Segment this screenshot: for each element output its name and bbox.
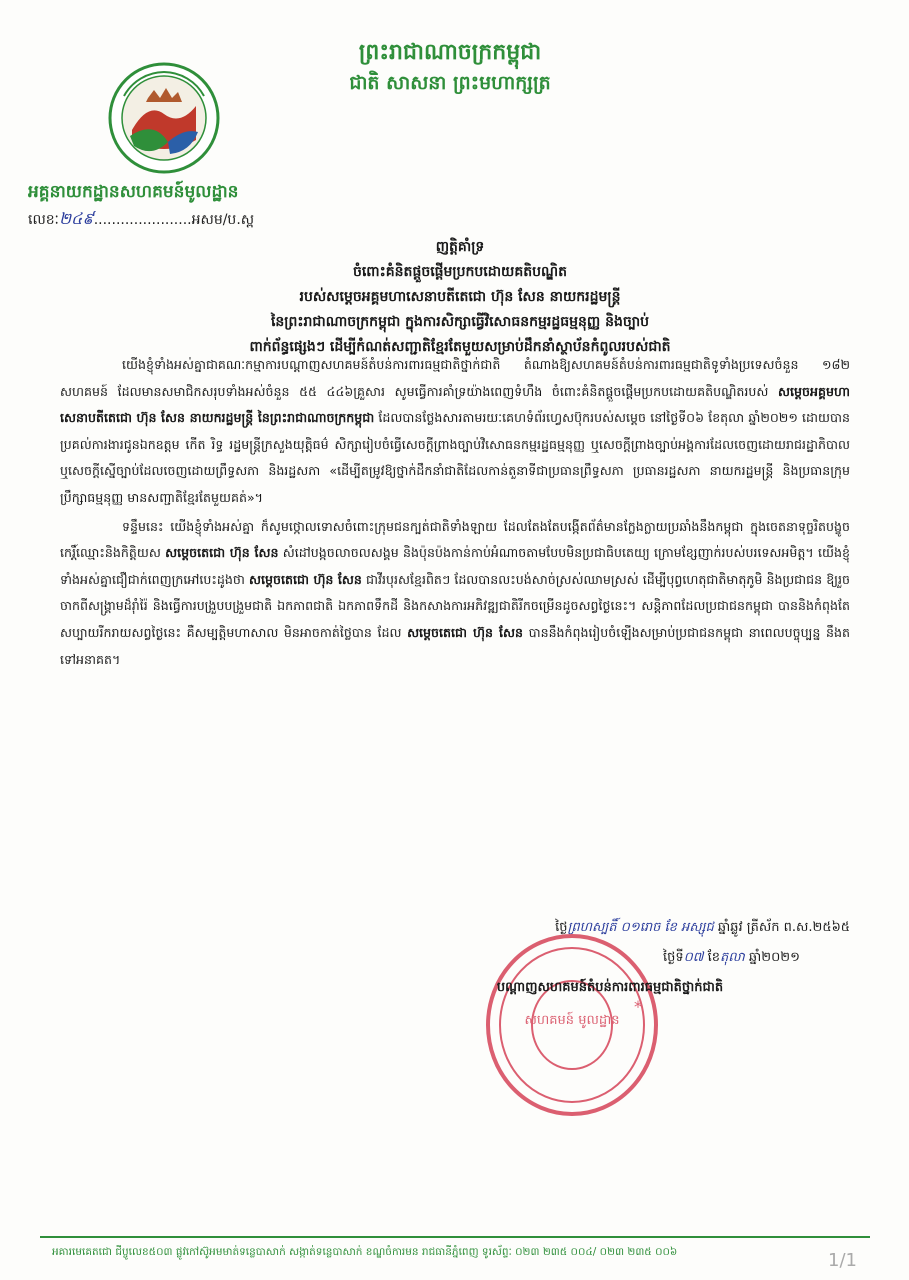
reference-number	[28, 209, 318, 230]
footer-address: អគារមេគេតជោ ជីប្ចូលេខ៥០៣ ផ្លូវកៅស៊ូអមមាត់ទន្លេបាសាក់ សង្កាត់ទន្លេបាសាក់ ខណ្ឌចំការមន រាជធានីភ្នំពេញ ទូរស័ព្ទៈ ០២៣ ២៣៥ ០០៤/ ០២៣ ២៣៥ ០០៦	[52, 1246, 678, 1258]
p2-bold-name-3: សម្តេចតេជោ ហ៊ុន សែន	[407, 624, 523, 640]
p2-text-e: ជាវីរបុរសខ្មែរពិតៗ ដែលបានលះបង់សាច់ស្រស់ឈាមស្រស់ ដើម្បីបុព្វហេតុជាតិមាតុភូមិ និងប្រជាជន ឱ្យរួចចាកពីសង្គ្រាមដ៏រ៉ាំរ៉ៃ និងធ្វើការបង្រួបបង្រួមជាតិ ឯកភាពជាតិ ឯកភាពទឹកដី និងកសាងការអភិវឌ្ឍជាតិរីកចម្រើនដូចសព្វថ្ងៃនេះ។ សន្តិភាពដែលប្រជាជនកម្ពុជា បាននិងកំពុងតែសប្បាយរីករាយសព្វថ្ងៃនេះ គឺសម្បត្តិមហាសាល មិនអាចកាត់ថ្លៃបាន ដែល	[60, 571, 850, 640]
p2-bold-name-1: សម្តេចតេជោ ហ៊ុន សែន	[165, 545, 279, 561]
solar-day: ០៧	[683, 950, 704, 965]
ref-handwritten-number: ២៤៩	[58, 209, 94, 228]
letter-title	[150, 235, 770, 360]
lunar-year: ឆ្នាំឆ្លូវ ត្រីស័ក ព.ស.២៥៦៥	[717, 920, 850, 935]
p2-text-c: សំដៅបង្កចលាចលសង្គម និងប៉ុនប៉ងកាន់កាប់អំណាចតាមបែបមិនប្រជាធិបតេយ្យ ក្រោមខ្សែញាក់របស់បរទេសអមិត្ត។ យើងខ្ញុំទាំងអស់គ្នាជឿជាក់ពេញក្រអៅបេះដូងថា	[60, 545, 850, 587]
p1-bold-name: សម្តេចអគ្គមហាសេនាបតីតេជោ ហ៊ុន សែន នាយករដ្ឋមន្ត្រី នៃព្រះរាជាណាចក្រកម្ពុជា	[60, 383, 850, 426]
title-line-1: ញត្តិគាំទ្រ	[435, 239, 485, 255]
solar-year: ឆ្នាំ២០២១	[748, 950, 800, 965]
p2-bold-name-2: សម្តេចតេជោ ហ៊ុន សែន	[249, 571, 362, 587]
p1-text-a: យើងខ្ញុំទាំងអស់គ្នាជាគណៈកម្មាការបណ្តាញសហគមន៍តំបន់ការពារធម្មជាតិថ្នាក់ជាតិ តំណាងឱ្យសហគមន៍តំបន់ការពារធម្មជាតិទូទាំងប្រទេសចំនួន ១៨២ សហគមន៍ ដែលមានសមាជិកសរុបទាំងអស់ចំនួន ៥៥ ៤៤៦គ្រួសារ សូមធ្វើការគាំទ្រយ៉ាងពេញទំហឹង ចំពោះគំនិតផ្តួចផ្តើមប្រកបដោយគតិបណ្ឌិតរបស់	[60, 357, 850, 399]
title-line-2: ចំពោះគំនិតផ្តួចផ្តើមប្រកបដោយគតិបណ្ឌិត	[352, 264, 568, 280]
title-line-4: នៃព្រះរាជាណាចក្រកម្ពុជា ក្នុងការសិក្សាធ្វើវិសោធនកម្មរដ្ឋធម្មនុញ្ញ និងច្បាប់	[270, 314, 650, 330]
official-seal-stamp	[484, 932, 660, 1118]
paragraph-1	[60, 352, 850, 512]
solar-month: តុលា	[719, 950, 745, 965]
p2-text-g: បាននឹងកំពុងរៀបចំឡើងសម្រាប់ប្រជាជនកម្ពុជា នាពេលបច្ចុប្បន្ន នឹងតទៅអនាគត។	[60, 624, 850, 667]
kingdom-heading: ព្រះរាជាណាចក្រកម្ពុជា	[358, 40, 542, 65]
page-indicator: 1/1	[828, 1250, 857, 1271]
ref-suffix: អសម/ប.ស្ព	[191, 212, 255, 228]
p1-text-c: ដែលបានថ្លែងសារតាមរយៈគេហទំព័រហ្វេសប៊ុករបស់សម្តេច នៅថ្ងៃទី០៦ ខែតុលា ឆ្នាំ២០២១ ដោយបានប្រគល់ការងារជូនឯកឧត្តម កើត រិទ្ធ រដ្ឋមន្ត្រីក្រសួងយុត្តិធម៌ សិក្សារៀបចំធ្វើសេចក្តីព្រាងច្បាប់វិសោធនកម្មរដ្ឋធម្មនុញ្ញ ឬសេចក្តីព្រាងច្បាប់អង្គការដែលចេញដោយរាជរដ្ឋាភិបាល ឬសេចក្តីស្នើច្បាប់ដែលចេញដោយព្រឹទ្ធសភា និងរដ្ឋសភា «ដើម្បីតម្រូវឱ្យថ្នាក់ដឹកនាំជាតិដែលកាន់តួនាទីជាប្រធានព្រឹទ្ធសភា ប្រធានរដ្ឋសភា នាយករដ្ឋមន្ត្រី និងប្រធានក្រុមប្រឹក្សាធម្មនុញ្ញ មានសញ្ជាតិខ្មែរតែមួយគត់»។	[60, 410, 850, 505]
signatory: បណ្តាញសហគមន៍តំបន់ការពារធម្មជាតិថ្នាក់ជាតិ	[496, 980, 724, 995]
title-line-5: ពាក់ព័ន្ធផ្សេងៗ ដើម្បីកំណត់សញ្ជាតិខ្មែរតែមួយសម្រាប់ដឹកនាំស្ថាប័នកំពូលរបស់ជាតិ	[249, 339, 671, 355]
footer-divider	[40, 1236, 870, 1238]
department-logo	[108, 62, 220, 174]
national-motto: ជាតិ សាសនា ព្រះមហាក្សត្រ	[349, 72, 551, 94]
p2-text-a: ទន្ទឹមនេះ យើងខ្ញុំទាំងអស់គ្នា ក៏សូមថ្កោលទោសចំពោះក្រុមជនក្បត់ជាតិទាំងឡាយ ដែលតែងតែបង្កើតព័ត៌មានក្លែងក្លាយប្រឆាំងនឹងកម្ពុជា ក្នុងចេតនាទុច្ចរិតបង្ខូចកេរ្តិ៍ឈ្មោះនិងកិត្តិយស	[60, 518, 850, 561]
lunar-handwritten: ព្រហស្បតិ៍ ០១រោច ខែ អស្សុជ	[567, 920, 714, 935]
solar-prefix: ថ្ងៃទី	[662, 950, 684, 965]
letter-body	[60, 352, 850, 675]
lunar-prefix: ថ្ងៃ	[555, 920, 568, 935]
seal-text: សហគមន៍ មូលដ្ឋាន	[524, 1013, 620, 1028]
solar-month-prefix: ខែ	[707, 950, 720, 965]
paragraph-2	[60, 514, 850, 674]
department-name: អគ្គនាយកដ្ឋានសហគមន៍មូលដ្ឋាន	[28, 182, 239, 202]
ref-dots: ......................	[93, 212, 192, 228]
svg-text:*: *	[634, 997, 642, 1016]
ref-prefix: លេខៈ	[28, 212, 59, 228]
title-line-3: របស់សម្តេចអគ្គមហាសេនាបតីតេជោ ហ៊ុន សែន នាយករដ្ឋមន្ត្រី	[299, 289, 621, 305]
